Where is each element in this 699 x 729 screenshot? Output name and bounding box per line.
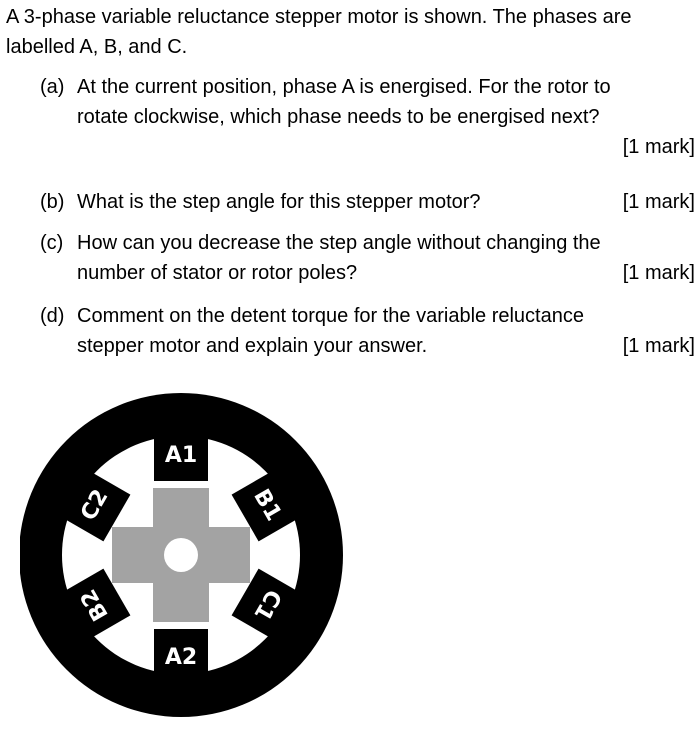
- question-c-line-2-row: [77, 258, 695, 288]
- pole-b1-label: B1: [248, 485, 287, 526]
- pole-a1: [154, 425, 208, 481]
- question-b-line-1: What is the step angle for this stepper motor?: [77, 191, 481, 213]
- question-c-letter: (c): [40, 232, 64, 254]
- question-c-line-1: How can you decrease the step angle without changing the: [77, 232, 601, 254]
- rotor-shaft-hole: [164, 538, 198, 572]
- question-d-letter: (d): [40, 305, 65, 327]
- question-c-line-2: number of stator or rotor poles?: [77, 262, 358, 284]
- intro-line-2: labelled A, B, and C.: [6, 36, 188, 58]
- question-b: [40, 187, 695, 217]
- intro-text: [6, 2, 696, 62]
- question-a: [40, 72, 695, 162]
- pole-a1-label: A1: [164, 443, 198, 468]
- question-d: [40, 301, 695, 361]
- question-a-line-1: At the current position, phase A is energised. For the rotor to: [77, 76, 611, 98]
- pole-a2-label: A2: [164, 645, 198, 670]
- question-a-mark: [1 mark]: [622, 136, 695, 158]
- question-a-line-2: rotate clockwise, which phase needs to be energised next?: [77, 106, 600, 128]
- stepper-motor-diagram: [20, 389, 350, 724]
- question-d-line-2-row: [77, 331, 695, 361]
- pole-c2-label: C2: [76, 485, 114, 526]
- question-b-letter: (b): [40, 191, 65, 213]
- pole-b2-label: B2: [75, 584, 114, 625]
- pole-c1-label: C1: [248, 584, 286, 625]
- question-d-mark: [1 mark]: [622, 335, 695, 357]
- question-d-line-2: stepper motor and explain your answer.: [77, 335, 428, 357]
- question-c-mark: [1 mark]: [622, 262, 695, 284]
- intro-line-1: A 3-phase variable reluctance stepper motor is shown. The phases are: [6, 6, 632, 28]
- stepper-motor-svg: [20, 389, 350, 724]
- pole-a2: [154, 629, 208, 685]
- question-c: [40, 228, 695, 288]
- question-a-letter: (a): [40, 76, 65, 98]
- question-b-mark: [1 mark]: [622, 191, 695, 213]
- question-d-line-1: Comment on the detent torque for the variable reluctance: [77, 305, 584, 327]
